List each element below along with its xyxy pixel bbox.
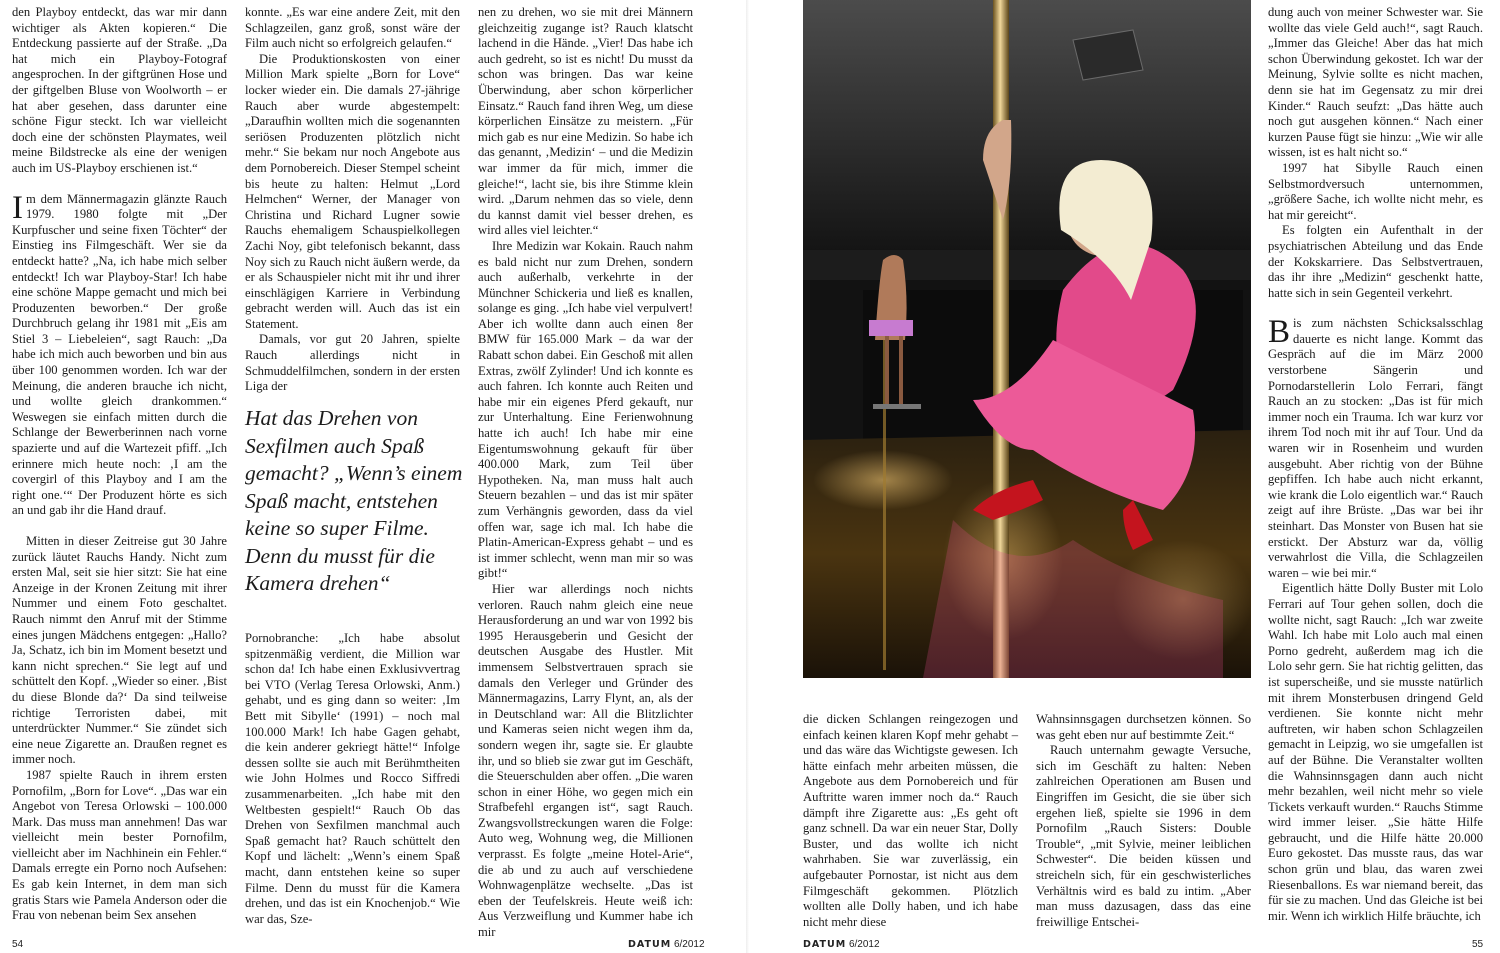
right-column-1: [803, 712, 1018, 929]
article-paragraph: Mitten in dieser Zeitreise gut 30 Jahre zurück läutet Rauchs Handy. Nicht zum ersten Mal, seit sie hier sitzt: Sie hat eine Anzeige in der Kronen Zeitung mit ihrer Nummer und einem Foto geschaltet. Rauch nimmt den Anruf mit der Stimme eines jungen Mädchens entgegen: „Hallo? Ja, Schatz, ich bin im Moment besetzt und kann nicht sprechen.“ Sie legt auf und schüttelt den Kopf. „Wieder so einer. ‚Bist du diese Blonde da?‘ Da sind teilweise richtige Terroristen dabei, mit unterdrückter Nummer.“ Sie zündet sich eine neue Zigarette an. Draußen regnet es immer noch.: [12, 534, 227, 767]
article-paragraph: nen zu drehen, wo sie mit drei Männern gleichzeitig zugange ist? Rauch klatscht lachend in die Hände. „Vier! Das habe ich auch gedreht, so ist es nicht! Du musst da schon was bringen. Das war keine Überwindung, aber schon körperlicher Einsatz.“ Rauch fand ihren Weg, um diese körperlichen Einsätze zu meistern. „Für mich gab es nur eine Medizin. So habe ich das genannt, ‚Medizin‘ – und die Medizin war immer da für mich, immer die gleiche!“, lacht sie, bis ihre Stimme klein wird. „Darum nehmen das so viele, denn du kannst damit viel besser drehen, es wird alles viel leichter.“: [478, 5, 693, 238]
page-number-left: 54: [12, 939, 24, 950]
left-column-2-bottom: [245, 631, 460, 926]
article-paragraph: den Playboy entdeckt, das war mir dann wichtiger als Akten kopieren.“ Die Entdeckung passierte auf der Straße. „Da hat mich ein Playboy-Fotograf angesprochen. In der giftgrünen Hose und der giftgelben Bluse von Woolworth – er hat aber gesehen, dass darunter eine schöne Figur steckt. Ich war vielleicht doch eine der schönsten Playmates, weil meine Bildstrecke als eine der wenigen auch im US-Playboy erschienen ist.“: [12, 5, 227, 175]
footer-masthead-right: [803, 939, 880, 951]
article-paragraph: Es folgten ein Aufenthalt in der psychiatrischen Abteilung und das Ende der Kokskarriere. Das Selbstvertrauen, das ihr ihre „Medizin“ geschenkt hatte, hatte sich in sein Gegenteil verkehrt.: [1268, 223, 1483, 300]
article-paragraph: Wahnsinnsgagen durchsetzen können. So was geht eben nur auf bestimmte Zeit.“: [1036, 712, 1251, 742]
footer-masthead-left: [628, 939, 705, 951]
left-column-1: [12, 5, 227, 923]
issue-number: 6/2012: [673, 939, 705, 950]
drop-cap: I: [12, 189, 23, 226]
article-paragraph: Damals, vor gut 20 Jahren, spielte Rauch allerdings nicht in Schmuddelfilmchen, sondern in der ersten Liga der: [245, 332, 460, 394]
page-number-right: 55: [1472, 939, 1484, 950]
feature-photo: [803, 0, 1251, 678]
left-column-3: [478, 5, 693, 940]
right-column-3: [1268, 5, 1483, 923]
left-column-2-top: [245, 5, 460, 394]
article-paragraph: Ihre Medizin war Kokain. Rauch nahm es bald nicht nur zum Drehen, sondern auch außerhalb, verkehrte in der Münchner Schickeria und ließ es knallen, solange es ging. „Ich habe viel verpulvert! Aber ich wollte dann auch einen 8er BMW für 165.000 Mark – da war der Rabatt schon dabei. Ein Geschoß mit allen Extras, zwölf Zylinder! Und ich konnte es auch fahren. Ich konnte auch Reiten und habe mir ein eigenes Pferd gekauft, nur zur Unterhaltung. Eine Ferienwohnung hatte ich auch! Ich habe mir eine Eigentumswohnung gekauft für über 400.000 Mark, zum Teil über Hypotheken. Na, man muss halt auch Steuern bezahlen – und das ist mir später zum Verhängnis geworden, dass da viel offen war, sage ich mal. Ich habe die Platin-American-Express gehabt – und es ist immer schlecht, wenn man mir so was gibt!“: [478, 238, 693, 581]
magazine-logo: DATUM: [803, 939, 847, 950]
article-paragraph: dung auch von meiner Schwester war. Sie wollte das viele Geld auch!“, sagt Rauch. „Immer das Gleiche! Aber das hat mich schon Überwindung gekostet. Ich war der Meinung, Sylvie sollte es nicht machen, denn sie hat im Gegensatz zu mir drei Kinder.“ Rauch seufzt: „Das hätte auch noch gut ausgehen können.“ Nach einer kurzen Pause fügt sie hinzu: „Wie wir alle wissen, ist es halt nicht so.“: [1268, 5, 1483, 160]
article-paragraph: Pornobranche: „Ich habe absolut spitzenmäßig verdient, die Million war schon da! Ich habe einen Exklusivvertrag bei VTO (Verlag Teresa Orlowski, Anm.) gehabt, und es ging dann so weiter: ‚Im Bett mit Sibylle‘ (1991) – noch mal 100.000 Mark! Ich habe Gagen gehabt, die kein anderer gekriegt hätte!“ Infolge dessen sollte sie auch mit Berühmtheiten wie John Holmes und Rocco Siffredi zusammenarbeiten. „Ich habe mit den Weltbesten gespielt!“ Rauch Ob das Drehen von Sexfilmen manchmal auch Spaß gemacht hat? Rauch schüttelt den Kopf und lächelt: „Wenn’s einem Spaß macht, dann entstehen keine so super Filme. Denn du musst für die Kamera drehen, und das ist ein Knochenjob.“ Wie war das, Sze-: [245, 631, 460, 926]
article-paragraph: Hier war allerdings noch nichts verloren. Rauch nahm gleich eine neue Herausforderung an und war von 1992 bis 1995 Herausgeberin und Gesicht der deutschen Ausgabe des Hustler. Mit immensem Selbstvertrauen sprach sie damals den Verleger und Gründer des Männermagazins, Larry Flynt, an, als der in Deutschland war: All die Blitzlichter und Kameras seien nicht wegen ihm da, sondern wegen ihr, sagte sie. Er glaubte ihr, und so blieb sie zwar gut im Geschäft, die Steuerschulden aber offen. „Die waren schon in einer Höhe, wo gegen mich ein Strafbefehl ergangen ist“, sagt Rauch. Zwangsvollstreckungen waren die Folge: Auto weg, Wohnung weg, die Millionen verprasst. Es folgte „meine Hotel-Arie“, die ab und zu auch auf verschiedene Wohnwagenplätze wechselte. „Das ist eben der Teufelskreis. Heute weiß ich: Aus Verzweiflung und Kummer habe ich mir: [478, 581, 693, 940]
pull-quote: Hat das Drehen von Sexfilmen auch Spaß gemacht? „Wenn’s einem Spaß macht, entstehen keine so super Filme. Denn du musst für die Kamera drehen“: [245, 406, 463, 595]
magazine-logo: DATUM: [628, 939, 672, 950]
issue-number: 6/2012: [848, 939, 880, 950]
article-paragraph: konnte. „Es war eine andere Zeit, mit den Schlagzeilen, ganz groß, sonst wäre der Film auch nicht so erfolgreich gelaufen.“: [245, 5, 460, 51]
drop-cap: B: [1268, 314, 1291, 351]
article-paragraph: Rauch unternahm gewagte Versuche, sich im Geschäft zu halten: Neben zahlreichen Operationen am Busen und Eingriffen im Gesicht, die sie über sich ergehen ließ, spielte sie 1996 in dem Pornofilm „Rauch Sisters: Double Trouble“, „mit Sylvie, meiner leiblichen Schwester“. Die beiden küssen und streicheln sich, für ein geschwisterliches Verhältnis wird es bald zu intim. „Aber man muss dazusagen, dass das eine freiwillige Entschei-: [1036, 743, 1251, 929]
article-paragraph-dropcap: Im dem Männermagazin glänzte Rauch 1979. 1980 folgte mit „Der Kurpfuscher und seine fixen Töchter“ der Einstieg ins Filmgeschäft. Wer sie da entdeckt hatte? „Na, ich habe mich selber entdeckt! Ich war Playboy-Star! Ich habe eine schöne Mappe gemacht und mich bei Produzenten beworben.“ Der große Durchbruch gelang ihr 1981 mit „Eis am Stiel 3 – Liebeleien“, sagt Rauch: „Da habe ich mich auch beworben und bin aus über 100 genommen worden. Ich war der Meinung, die anderen brauche ich nicht, und wollte gleich drankommen.“ Weswegen sie einfach mitten durch die Schlange der Bewerberinnen nach vorne spazierte und auf die Wartezeit pfiff. „Ich erinnere mich heute noch: ‚I am the covergirl of this Playboy and I am the right one.‘“ Der Produzent hörte es sich an und gab ihr die Hand drauf.: [12, 189, 227, 518]
article-paragraph: 1997 hat Sibylle Rauch einen Selbstmordversuch unternommen, „größere Sache, ich wollte nicht mehr, es hat mir gereicht“.: [1268, 160, 1483, 222]
article-paragraph: 1987 spielte Rauch in ihrem ersten Pornofilm, „Born for Love“. „Das war ein Angebot von Teresa Orlowski – 100.000 Mark. Das muss man annehmen! Das war vielleicht mein bester Pornofilm, vielleicht aber im Nachhinein ein Fehler.“ Damals erregte ein Porno noch Aufsehen: Es gab kein Internet, in dem man sich gratis Stars wie Pamela Anderson oder die Frau von nebenan beim Sex ansehen: [12, 767, 227, 923]
article-paragraph: Die Produktionskosten von einer Million Mark spielte „Born for Love“ locker wieder ein. Die damals 27-jährige Rauch aber wurde abgestempelt: „Daraufhin wollten mich die sogenannten seriösen Produzenten plötzlich nicht mehr.“ Sie bekam nur noch Angebote aus dem Pornobereich. Dieser Stempel scheint bis heute zu halten: Helmut „Lord Helmchen“ Werner, der Manager von Christina und Richard Lugner sowie Rauchs ehemaligem Schauspielkollegen Zachi Noy, gibt telefonisch bekannt, dass Noy sich zu Rauch nicht äußern werde, da er als Schauspieler nicht mit ihr und ihrer einschlägigen Karriere in Verbindung gebracht werden will. Auch das ist ein Statement.: [245, 51, 460, 331]
article-paragraph: die dicken Schlangen reingezogen und einfach keinen klaren Kopf mehr gehabt – und das wäre das Wichtigste gewesen. Ich hätte einfach mehr arbeiten müssen, die Angebote aus dem Pornobereich und für Auftritte waren immer noch da.“ Rauch dämpft ihre Zigarette aus: „Es geht oft ganz schnell. Da war ein neuer Star, Dolly Buster, und das wollte ich nicht wahrhaben. Sie war zuverlässig, ein aufgebauter Pornostar, ist nicht aus dem Filmgeschäft gekommen. Plötzlich wollten alle Dolly haben, und ich habe nicht mehr diese: [803, 712, 1018, 929]
article-paragraph-dropcap: Bis zum nächsten Schicksalsschlag dauerte es nicht lange. Kommt das Gespräch auf die im März 2000 verstorbene Sängerin und Pornodarstellerin Lolo Ferrari, fängt Rauch an zu stocken: „Das ist für mich immer noch ein Trauma. Ich war kurz vor ihrem Tod noch mit ihr auf Tour. Und da waren wir in Rosenheim und wurden ausgebuht. Aber richtig von der Bühne gepfiffen. Ich habe auch nicht erkannt, wie krank die Lolo eigentlich war.“ Rauch zeigt auf ihre Brüste. „Das war bei ihr steinhart. Das Monster von Busen hat sie erstickt. Der Absturz war da, völlig verwahrlost die Villa, die Schlagzeilen waren – wie bei mir.“: [1268, 314, 1483, 580]
article-paragraph: Eigentlich hätte Dolly Buster mit Lolo Ferrari auf Tour gehen sollen, doch die wollte nicht, sagt Rauch: „Ich war zweite Wahl. Ich habe mit Lolo auch mal einen Porno gedreht, außerdem mag ich die Lolo sehr gern. Sie hat richtig gelitten, das ist superscheiße, und sie musste natürlich mit ihrem Monsterbusen dringend Geld verdienen. Sie konnte nicht mehr auftreten, wir haben schon Schlagzeilen gemacht in Leipzig, wo sie umgefallen ist auf der Bühne. Die Veranstalter wollten die Wahnsinnsgagen dann auch nicht mehr bezahlen, weil nicht mehr so viele Tickets verkauft wurden.“ Rauchs Stimme wird immer leiser. „Sie hätte Hilfe gebraucht, und die Hilfe hätte 20.000 Euro gekostet. Das musste raus, das war schon grün und blau, das waren zwei Riesenballons. Es war niemand bereit, das für sie zu machen. Und das Gleiche ist bei mir. Wenn ich wirklich Hilfe bräuchte, ich: [1268, 581, 1483, 923]
right-column-2: [1036, 712, 1251, 929]
